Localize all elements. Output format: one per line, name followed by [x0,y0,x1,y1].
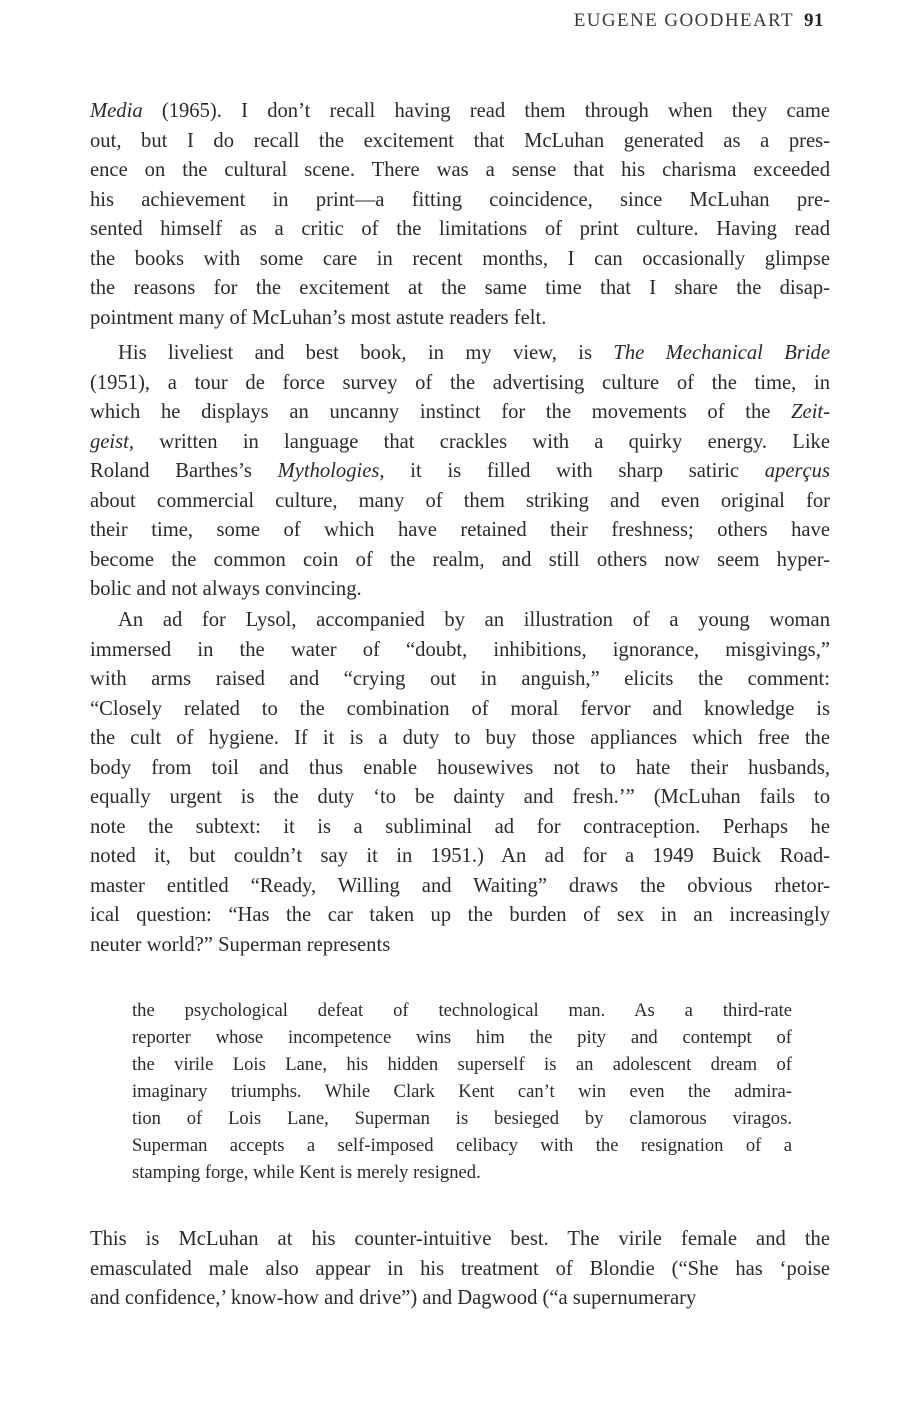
text-line [90,872,830,902]
italic-text: Mythologies, [277,460,385,482]
text-run: and confidence,’ know-how and drive”) and Dagwood (“a supernumerary [90,1287,697,1309]
text-line [90,428,830,458]
text-line [90,754,830,784]
text-line [90,901,830,931]
text-line [90,487,830,517]
text-run: body from toil and thus enable housewives not to hate their husbands, [90,756,830,779]
text-run: their time, some of which have retained their freshness; others have [90,519,830,541]
text-line [90,274,830,304]
text-line [90,156,830,186]
text-line [90,636,830,666]
text-line [90,97,830,127]
italic-text: aperçus [764,460,830,482]
text-line [90,783,830,813]
page-number: 91 [804,10,824,31]
text-run: about commercial culture, many of them striking and even original for [90,489,830,512]
text-line [132,997,792,1024]
text-line [90,606,830,636]
text-run: noted it, but couldn’t say it in 1951.) An ad for a 1949 Buick Road- [90,845,830,867]
text-line [90,575,830,605]
text-line [90,245,830,275]
italic-text: geist, [90,430,135,453]
block-quote [132,997,792,1186]
paragraph [90,339,830,605]
text-line [90,931,830,961]
paragraph [90,1225,830,1314]
text-run: (1951), a tour de force survey of the advertising culture of the time, in [90,371,830,394]
text-line [90,215,830,245]
text-run: bolic and not always convincing. [90,578,362,600]
text-run: This is McLuhan at his counter-intuitive best. The virile female and the [90,1228,830,1250]
text-line [132,1051,792,1078]
text-run: (1965). I don’t recall having read them through when they came [142,100,830,122]
text-run: note the subtext: it is a subliminal ad for contraception. Perhaps he [90,815,830,838]
text-run: the books with some care in recent months, I can occasionally glimpse [90,247,830,270]
text-line [90,724,830,754]
text-run: the psychological defeat of technological man. As a third-rate [132,1000,792,1021]
text-line [132,1132,792,1159]
text-run: tion of Lois Lane, Superman is besieged by clamorous viragos. [132,1108,792,1129]
text-run: ical question: “Has the car taken up the burden of sex in an increasingly [90,904,830,926]
text-line [90,339,830,369]
running-head [574,10,824,32]
text-line [132,1159,792,1186]
italic-text: Zeit- [791,401,830,423]
text-line [90,546,830,576]
text-run: out, but I do recall the excitement that McLuhan generated as a pres- [90,129,830,152]
text-run: become the common coin of the realm, and still others now seem hyper- [90,548,830,571]
text-line [90,1255,830,1285]
text-line [90,304,830,334]
text-run: reporter whose incompetence wins him the pity and contempt of [132,1027,792,1048]
text-run: the cult of hygiene. If it is a duty to buy those appliances which free the [90,727,830,749]
text-run: emasculated male also appear in his treatment of Blondie (“She has ‘poise [90,1257,830,1280]
text-run: “Closely related to the combination of moral fervor and knowledge is [90,697,830,720]
text-line [132,1024,792,1051]
text-line [90,457,830,487]
text-run: Superman accepts a self-imposed celibacy with the resignation of a [132,1135,792,1156]
text-run: An ad for Lysol, accompanied by an illustration of a young woman [118,609,830,631]
text-run: his achievement in print—a fitting coincidence, since McLuhan pre- [90,188,830,211]
text-line [90,186,830,216]
text-line [90,1225,830,1255]
text-run: stamping forge, while Kent is merely resigned. [132,1162,481,1183]
text-run: equally urgent is the duty ‘to be dainty and fresh.’” (McLuhan fails to [90,786,830,808]
text-run: with arms raised and “crying out in anguish,” elicits the comment: [90,668,830,690]
text-run: immersed in the water of “doubt, inhibitions, ignorance, misgivings,” [90,638,830,661]
text-run: master entitled “Ready, Willing and Waiting” draws the obvious rhetor- [90,874,830,897]
text-line [90,127,830,157]
paragraph [90,97,830,333]
text-line [90,813,830,843]
text-run: written in language that crackles with a quirky energy. Like [134,430,830,453]
text-line [132,1105,792,1132]
paragraph [90,606,830,960]
text-run: pointment many of McLuhan’s most astute readers felt. [90,306,547,329]
text-run: it is filled with sharp satiric [384,460,765,482]
running-head-author: EUGENE GOODHEART [573,10,794,31]
italic-text: Media [90,100,143,122]
text-run: sented himself as a critic of the limitations of print culture. Having read [90,218,830,240]
text-line [90,842,830,872]
text-run: which he displays an uncanny instinct for the movements of the [90,401,792,423]
text-run: imaginary triumphs. While Clark Kent can’t win even the admira- [132,1081,792,1102]
text-run: the virile Lois Lane, his hidden superself is an adolescent dream of [132,1054,792,1075]
italic-text: The Mechanical Bride [613,342,830,364]
text-run: ence on the cultural scene. There was a sense that his charisma exceeded [90,159,830,181]
text-line [90,398,830,428]
text-line [90,1284,830,1314]
text-line [90,665,830,695]
text-run: Roland Barthes’s [90,460,278,482]
text-line [90,695,830,725]
text-run: the reasons for the excitement at the same time that I share the disap- [90,277,830,299]
text-line [132,1078,792,1105]
text-run: neuter world?” Superman represents [90,933,391,956]
text-run: His liveliest and best book, in my view, is [118,342,614,364]
text-line [90,516,830,546]
text-line [90,369,830,399]
